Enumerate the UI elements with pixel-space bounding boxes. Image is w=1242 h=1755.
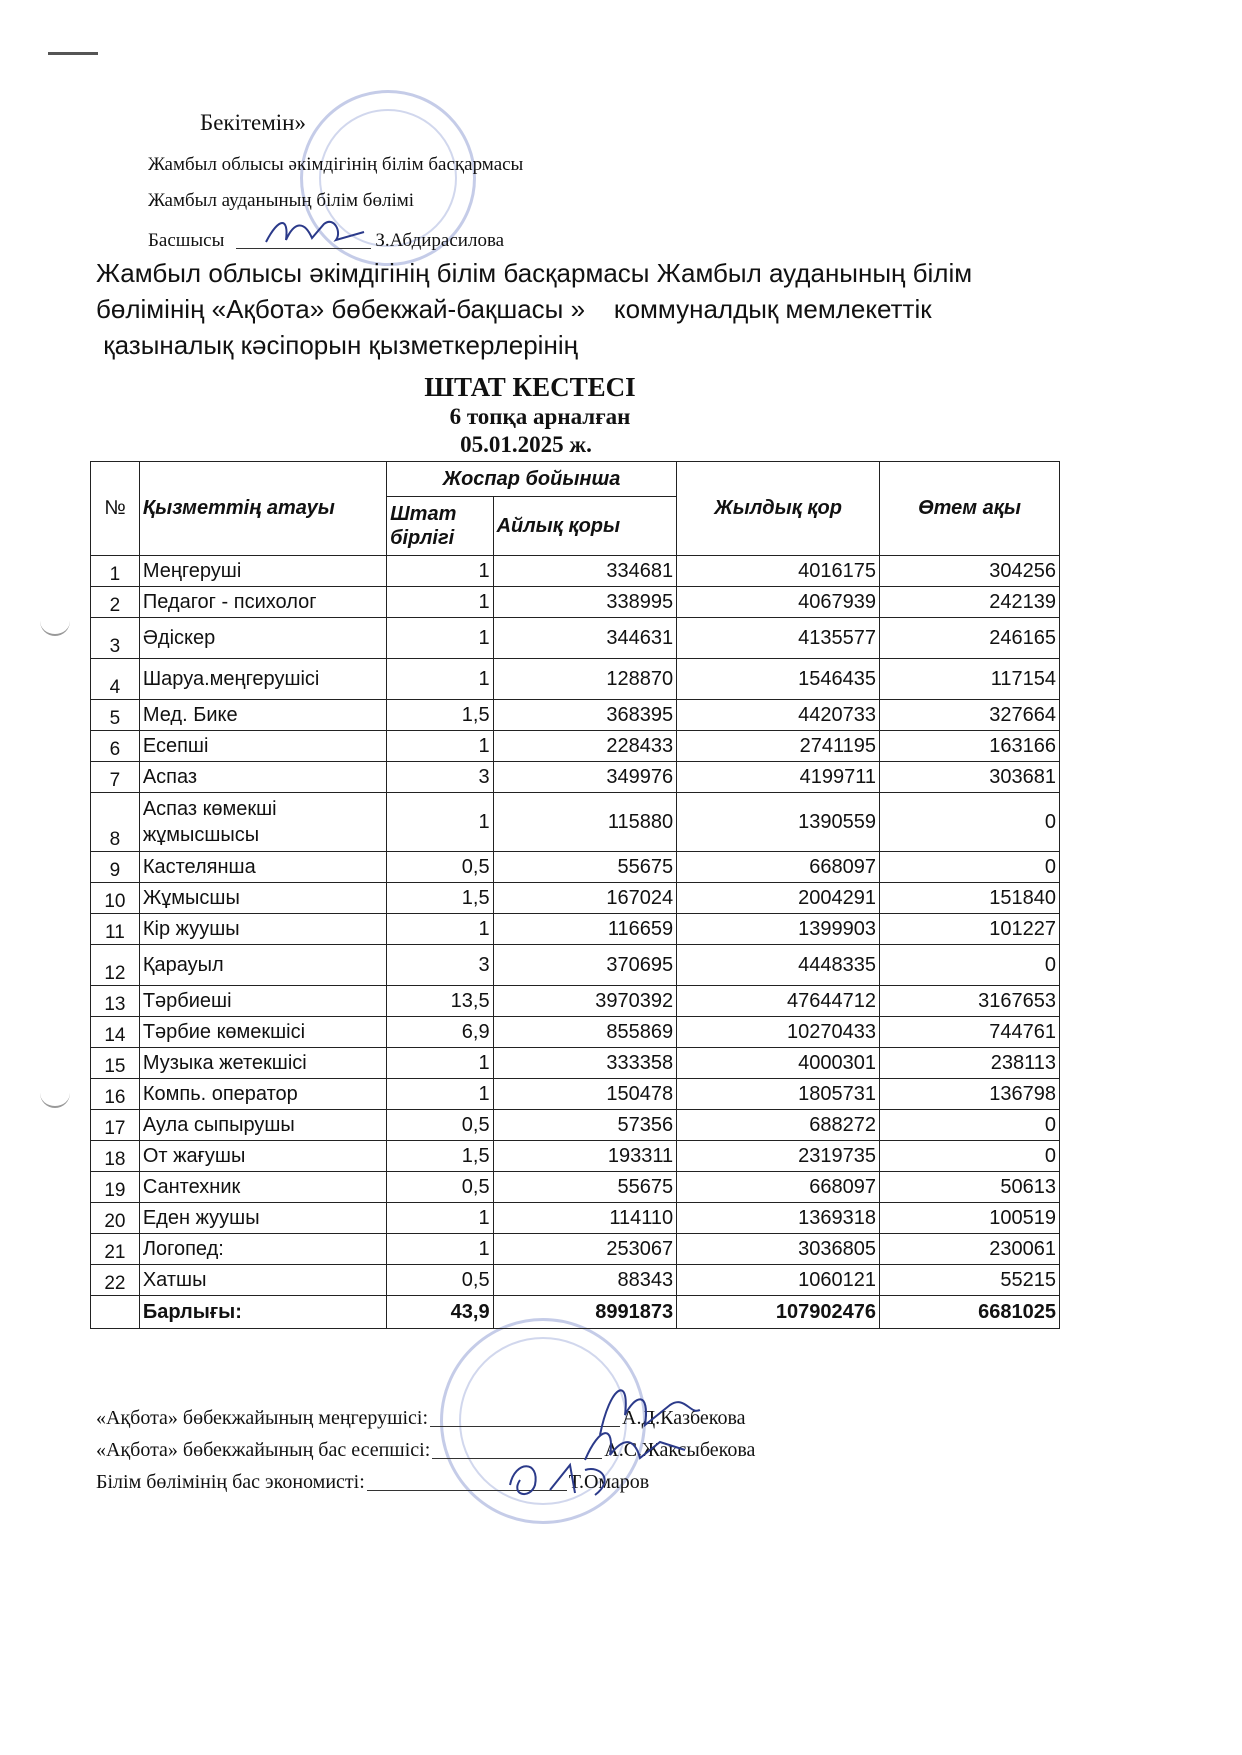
monthly-fund: 115880 <box>493 793 677 852</box>
total-row <box>91 1296 1060 1329</box>
compensation: 163166 <box>880 731 1060 762</box>
compensation: 136798 <box>880 1079 1060 1110</box>
position-name: Тәрбие көмекшісі <box>139 1017 386 1048</box>
row-number: 14 <box>91 1017 140 1048</box>
position-name: Шаруа.меңгерушісі <box>139 659 386 700</box>
document-subtitle: 6 топқа арналған <box>449 404 631 429</box>
compensation: 3167653 <box>880 986 1060 1017</box>
heading-line-3: қазыналық кәсіпорын қызметкерлерінің <box>96 330 578 360</box>
annual-fund: 1369318 <box>677 1203 880 1234</box>
annual-fund: 1399903 <box>677 914 880 945</box>
row-number: 1 <box>91 556 140 587</box>
table-row <box>91 1203 1060 1234</box>
staff-units: 1,5 <box>387 1141 493 1172</box>
position-name: Кір жуушы <box>139 914 386 945</box>
compensation: 0 <box>880 793 1060 852</box>
row-number: 4 <box>91 659 140 700</box>
annual-fund: 1805731 <box>677 1079 880 1110</box>
staff-units: 1 <box>387 1203 493 1234</box>
table-row <box>91 1141 1060 1172</box>
economist-name: Т.Омаров <box>568 1471 650 1493</box>
document-title: ШТАТ КЕСТЕСІ <box>424 372 636 402</box>
monthly-fund: 253067 <box>493 1234 677 1265</box>
table-row <box>91 852 1060 883</box>
compensation: 303681 <box>880 762 1060 793</box>
compensation: 304256 <box>880 556 1060 587</box>
header-annual-fund: Жылдық қор <box>677 462 880 556</box>
row-number: 9 <box>91 852 140 883</box>
compensation: 0 <box>880 1141 1060 1172</box>
total-monthly-fund: 8991873 <box>493 1296 677 1329</box>
economist-label: Білім бөлімінің бас экономисті: <box>96 1471 365 1493</box>
position-name: Логопед: <box>139 1234 386 1265</box>
compensation: 101227 <box>880 914 1060 945</box>
position-name: Әдіскер <box>139 618 386 659</box>
compensation: 0 <box>880 852 1060 883</box>
approval-word: Бекітемін» <box>200 110 306 135</box>
staff-units: 3 <box>387 945 493 986</box>
compensation: 0 <box>880 945 1060 986</box>
monthly-fund: 55675 <box>493 1172 677 1203</box>
approval-signature-line <box>148 226 504 252</box>
staff-units: 1 <box>387 618 493 659</box>
row-number: 18 <box>91 1141 140 1172</box>
row-number: 22 <box>91 1265 140 1296</box>
monthly-fund: 855869 <box>493 1017 677 1048</box>
row-number: 6 <box>91 731 140 762</box>
header-position-name: Қызметтің атауы <box>139 462 386 556</box>
table-row <box>91 587 1060 618</box>
annual-fund: 2004291 <box>677 883 880 914</box>
staff-units: 3 <box>387 762 493 793</box>
position-name: От жағушы <box>139 1141 386 1172</box>
annual-fund: 4067939 <box>677 587 880 618</box>
annual-fund: 4199711 <box>677 762 880 793</box>
approval-org-line: Жамбыл облысы әкімдігінің білім басқармасы <box>148 154 524 175</box>
monthly-fund: 116659 <box>493 914 677 945</box>
table-row <box>91 659 1060 700</box>
position-name: Еден жуушы <box>139 1203 386 1234</box>
annual-fund: 3036805 <box>677 1234 880 1265</box>
monthly-fund: 55675 <box>493 852 677 883</box>
accountant-label: «Ақбота» бөбекжайының бас есепшісі: <box>96 1439 431 1461</box>
staff-units: 1 <box>387 587 493 618</box>
row-number: 13 <box>91 986 140 1017</box>
heading-line-2: бөлімінің «Ақбота» бөбекжай-бақшасы » коммуналдық мемлекеттік <box>96 294 932 324</box>
staff-units: 0,5 <box>387 852 493 883</box>
staff-units: 1 <box>387 914 493 945</box>
total-no-cell <box>91 1296 140 1329</box>
staff-units: 0,5 <box>387 1172 493 1203</box>
annual-fund: 688272 <box>677 1110 880 1141</box>
staff-units: 1 <box>387 1048 493 1079</box>
punch-hole-mark <box>40 618 70 636</box>
monthly-fund: 128870 <box>493 659 677 700</box>
compensation: 242139 <box>880 587 1060 618</box>
staff-units: 13,5 <box>387 986 493 1017</box>
staff-units: 0,5 <box>387 1110 493 1141</box>
document-date: 05.01.2025 ж. <box>460 432 592 457</box>
table-row <box>91 1172 1060 1203</box>
row-number: 3 <box>91 618 140 659</box>
total-annual-fund: 107902476 <box>677 1296 880 1329</box>
row-number: 17 <box>91 1110 140 1141</box>
table-row <box>91 1110 1060 1141</box>
header-no: № <box>91 462 140 556</box>
approval-dept-line: Жамбыл ауданының білім бөлімі <box>148 190 415 211</box>
annual-fund: 2319735 <box>677 1141 880 1172</box>
position-name: Кастелянша <box>139 852 386 883</box>
row-number: 15 <box>91 1048 140 1079</box>
header-compensation: Өтем ақы <box>880 462 1060 556</box>
head-name: З.Абдирасилова <box>375 230 505 251</box>
monthly-fund: 228433 <box>493 731 677 762</box>
staff-units: 1,5 <box>387 883 493 914</box>
compensation: 246165 <box>880 618 1060 659</box>
table-row <box>91 986 1060 1017</box>
table-row <box>91 556 1060 587</box>
annual-fund: 47644712 <box>677 986 880 1017</box>
table-row <box>91 762 1060 793</box>
corner-mark <box>48 52 98 55</box>
handwritten-signature <box>264 212 374 252</box>
punch-hole-mark <box>40 1090 70 1108</box>
position-name: Хатшы <box>139 1265 386 1296</box>
compensation: 744761 <box>880 1017 1060 1048</box>
accountant-name: А.С.Жаксыбекова <box>604 1439 756 1461</box>
header-plan: Жоспар бойынша <box>387 462 677 497</box>
annual-fund: 668097 <box>677 852 880 883</box>
table-row <box>91 1017 1060 1048</box>
compensation: 50613 <box>880 1172 1060 1203</box>
row-number: 8 <box>91 793 140 852</box>
compensation: 238113 <box>880 1048 1060 1079</box>
signature-blank <box>236 226 371 249</box>
compensation: 100519 <box>880 1203 1060 1234</box>
compensation: 55215 <box>880 1265 1060 1296</box>
table-row <box>91 883 1060 914</box>
table-row <box>91 731 1060 762</box>
position-name: Жұмысшы <box>139 883 386 914</box>
compensation: 327664 <box>880 700 1060 731</box>
annual-fund: 4448335 <box>677 945 880 986</box>
position-name: Музыка жетекшісі <box>139 1048 386 1079</box>
row-number: 19 <box>91 1172 140 1203</box>
compensation: 0 <box>880 1110 1060 1141</box>
manager-label: «Ақбота» бөбекжайының меңгерушісі: <box>96 1407 429 1429</box>
table-row <box>91 1234 1060 1265</box>
table-row <box>91 793 1060 852</box>
annual-fund: 4016175 <box>677 556 880 587</box>
position-name: Педагог - психолог <box>139 587 386 618</box>
monthly-fund: 338995 <box>493 587 677 618</box>
staff-units: 1 <box>387 793 493 852</box>
annual-fund: 4135577 <box>677 618 880 659</box>
monthly-fund: 349976 <box>493 762 677 793</box>
table-row <box>91 914 1060 945</box>
row-number: 2 <box>91 587 140 618</box>
position-name: Қарауыл <box>139 945 386 986</box>
position-name: Аспаз <box>139 762 386 793</box>
total-staff-units: 43,9 <box>387 1296 493 1329</box>
position-name: Аула сыпырушы <box>139 1110 386 1141</box>
position-name: Тәрбиеші <box>139 986 386 1017</box>
row-number: 21 <box>91 1234 140 1265</box>
monthly-fund: 167024 <box>493 883 677 914</box>
header-staff-units: Штат бірлігі <box>387 497 493 556</box>
annual-fund: 1060121 <box>677 1265 880 1296</box>
table-row <box>91 1079 1060 1110</box>
monthly-fund: 57356 <box>493 1110 677 1141</box>
annual-fund: 4000301 <box>677 1048 880 1079</box>
table-row <box>91 1048 1060 1079</box>
position-name: Мед. Бике <box>139 700 386 731</box>
monthly-fund: 368395 <box>493 700 677 731</box>
monthly-fund: 370695 <box>493 945 677 986</box>
table-row <box>91 1265 1060 1296</box>
monthly-fund: 150478 <box>493 1079 677 1110</box>
row-number: 11 <box>91 914 140 945</box>
monthly-fund: 88343 <box>493 1265 677 1296</box>
header-monthly-fund: Айлық қоры <box>493 497 677 556</box>
annual-fund: 668097 <box>677 1172 880 1203</box>
row-number: 16 <box>91 1079 140 1110</box>
staff-units: 6,9 <box>387 1017 493 1048</box>
monthly-fund: 344631 <box>493 618 677 659</box>
table-row <box>91 618 1060 659</box>
monthly-fund: 334681 <box>493 556 677 587</box>
position-name: Меңгеруші <box>139 556 386 587</box>
heading-line-1: Жамбыл облысы әкімдігінің білім басқармасы Жамбыл ауданының білім <box>96 258 973 288</box>
total-label: Барлығы: <box>139 1296 386 1329</box>
manager-name: А.Д.Казбекова <box>622 1407 746 1429</box>
staff-units: 1 <box>387 731 493 762</box>
staff-units: 1 <box>387 1079 493 1110</box>
head-label: Басшысы <box>148 230 225 251</box>
row-number: 12 <box>91 945 140 986</box>
position-name: Есепші <box>139 731 386 762</box>
compensation: 230061 <box>880 1234 1060 1265</box>
row-number: 10 <box>91 883 140 914</box>
annual-fund: 1390559 <box>677 793 880 852</box>
monthly-fund: 114110 <box>493 1203 677 1234</box>
row-number: 7 <box>91 762 140 793</box>
total-compensation: 6681025 <box>880 1296 1060 1329</box>
handwritten-signature <box>500 1455 630 1505</box>
monthly-fund: 3970392 <box>493 986 677 1017</box>
annual-fund: 4420733 <box>677 700 880 731</box>
position-name: Аспаз көмекші жұмысшысы <box>139 793 386 852</box>
compensation: 117154 <box>880 659 1060 700</box>
monthly-fund: 333358 <box>493 1048 677 1079</box>
position-name: Компь. оператор <box>139 1079 386 1110</box>
compensation: 151840 <box>880 883 1060 914</box>
staff-table <box>90 461 1060 1329</box>
row-number: 20 <box>91 1203 140 1234</box>
staff-units: 1,5 <box>387 700 493 731</box>
staff-units: 0,5 <box>387 1265 493 1296</box>
staff-units: 1 <box>387 1234 493 1265</box>
annual-fund: 1546435 <box>677 659 880 700</box>
table-row <box>91 945 1060 986</box>
staff-units: 1 <box>387 659 493 700</box>
row-number: 5 <box>91 700 140 731</box>
annual-fund: 2741195 <box>677 731 880 762</box>
position-name: Сантехник <box>139 1172 386 1203</box>
table-row <box>91 700 1060 731</box>
monthly-fund: 193311 <box>493 1141 677 1172</box>
annual-fund: 10270433 <box>677 1017 880 1048</box>
staff-units: 1 <box>387 556 493 587</box>
